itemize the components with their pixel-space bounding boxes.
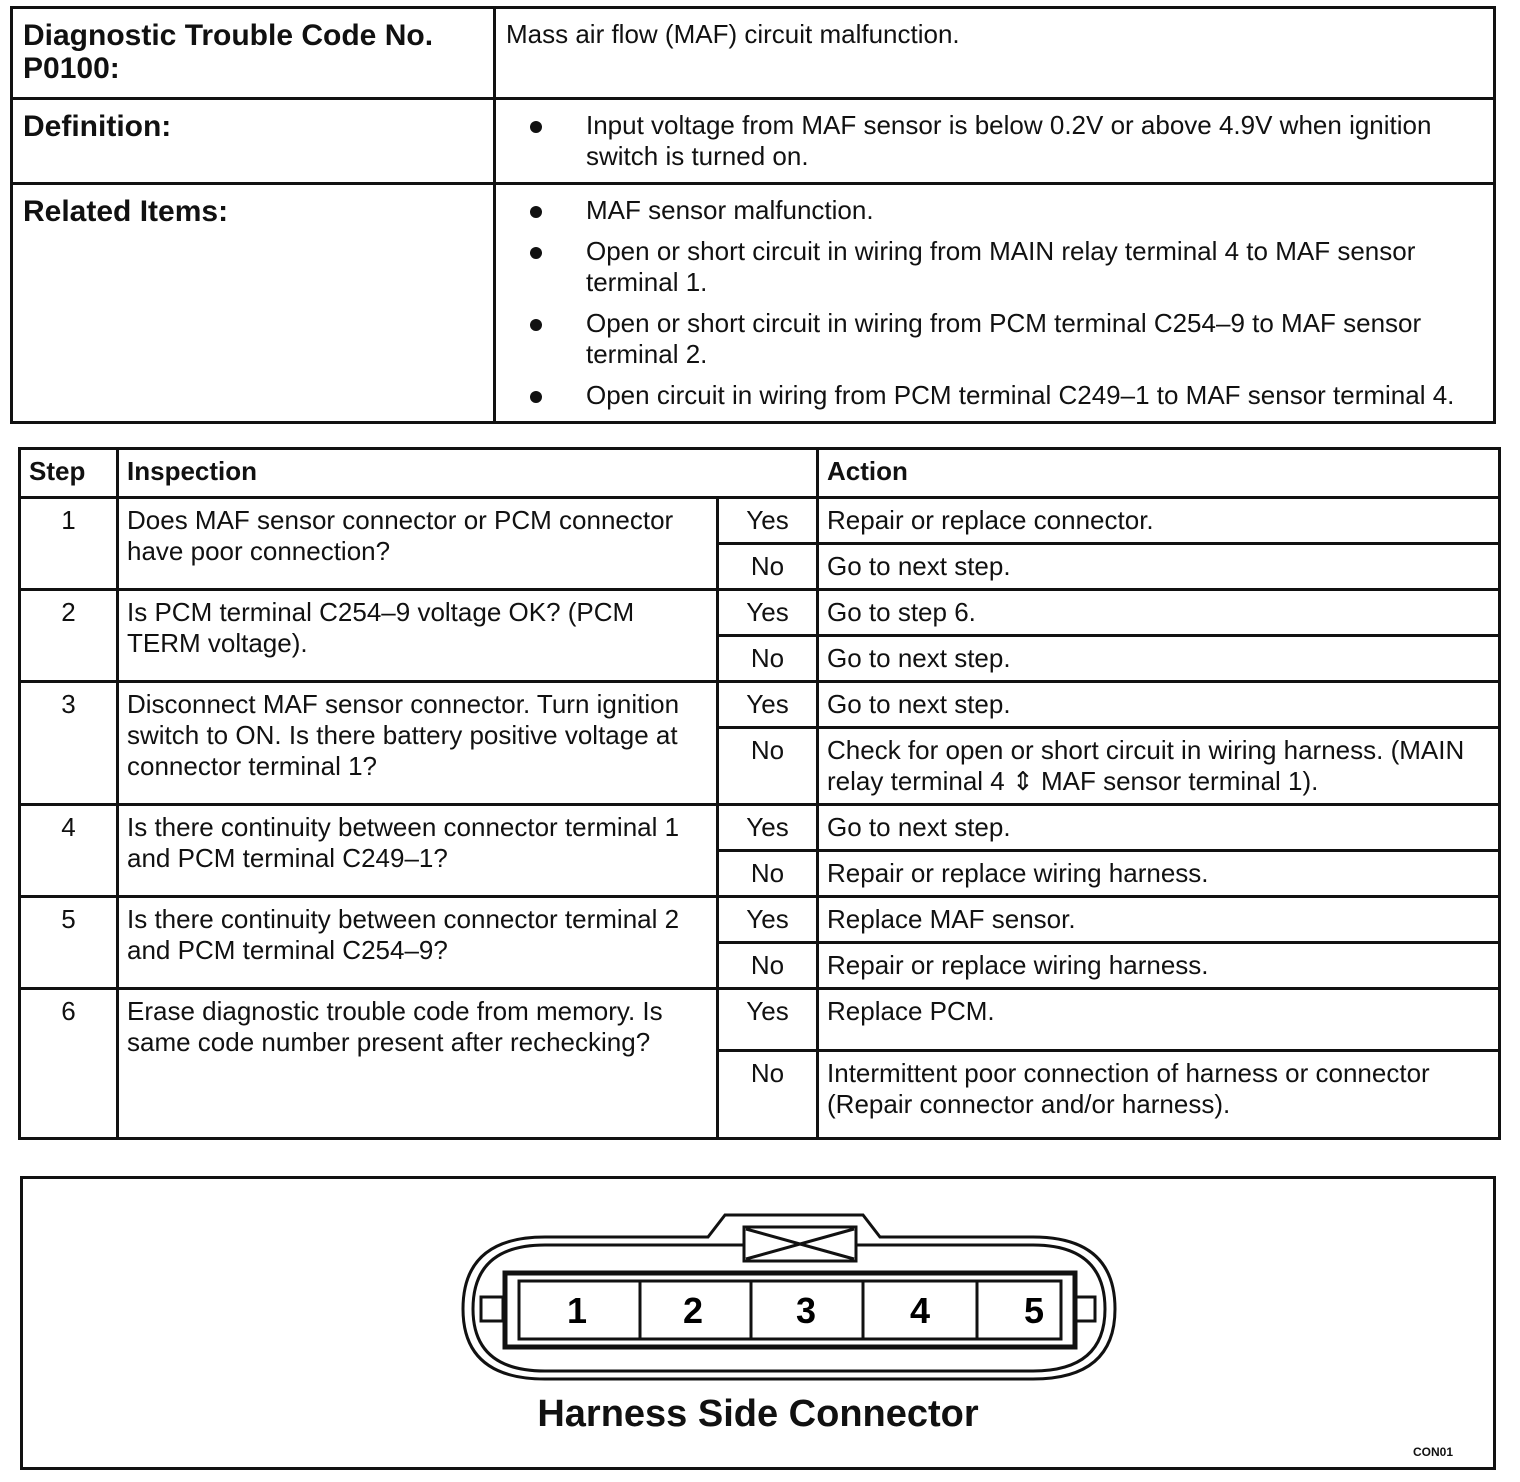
steps-header-row [20,449,1500,498]
no-action: Go to next step. [818,544,1500,590]
step-number: 2 [20,590,118,682]
no-action: Repair or replace wiring harness. [818,851,1500,897]
yes-label: Yes [718,805,818,851]
figure-code: CON01 [1412,1445,1453,1459]
no-action: Check for open or short circuit in wiring harness. (MAIN relay terminal 4 ⇕ MAF sensor terminal 1). [818,728,1500,805]
definition-item: Input voltage from MAF sensor is below 0.2V or above 4.9V when ignition switch is turned on. [506,110,1483,172]
related-item: MAF sensor malfunction. [506,195,1483,226]
step-number: 1 [20,498,118,590]
table-row [20,590,1500,636]
yes-action: Replace MAF sensor. [818,897,1500,943]
terminal-label: 1 [566,1290,588,1331]
step-number: 3 [20,682,118,805]
yes-action: Go to next step. [818,805,1500,851]
yes-action: Go to step 6. [818,590,1500,636]
no-action: Go to next step. [818,636,1500,682]
terminal-label: 4 [909,1290,931,1331]
yes-label: Yes [718,590,818,636]
yes-label: Yes [718,897,818,943]
connector-diagram [20,1176,1496,1470]
inspection-text: Is PCM terminal C254–9 voltage OK? (PCM TERM voltage). [118,590,718,682]
related-items-label: Related Items: [12,184,495,423]
dtc-row [12,8,1495,99]
related-item: Open or short circuit in wiring from MAIN relay terminal 4 to MAF sensor terminal 1. [506,236,1483,298]
dtc-description: Mass air flow (MAF) circuit malfunction. [495,8,1495,99]
action-header: Action [818,449,1500,498]
no-action: Repair or replace wiring harness. [818,943,1500,989]
terminal-label: 2 [682,1290,704,1331]
inspection-text: Disconnect MAF sensor connector. Turn ignition switch to ON. Is there battery positive voltage at connector terminal 1? [118,682,718,805]
inspection-header: Inspection [118,449,818,498]
related-item: Open or short circuit in wiring from PCM terminal C254–9 to MAF sensor terminal 2. [506,308,1483,370]
no-label: No [718,728,818,805]
step-number: 6 [20,989,118,1139]
terminal-label: 5 [1023,1290,1045,1331]
table-row [20,897,1500,943]
no-label: No [718,636,818,682]
yes-action: Go to next step. [818,682,1500,728]
no-label: No [718,943,818,989]
dtc-label: Diagnostic Trouble Code No. P0100: [12,8,495,99]
no-label: No [718,1051,818,1139]
definition-label: Definition: [12,99,495,184]
step-header: Step [20,449,118,498]
step-number: 5 [20,897,118,989]
table-row [20,989,1500,1051]
yes-label: Yes [718,498,818,544]
yes-action: Replace PCM. [818,989,1500,1051]
definition-row [12,99,1495,184]
yes-label: Yes [718,682,818,728]
connector-title: Harness Side Connector [537,1393,979,1435]
related-items-row [12,184,1495,423]
inspection-text: Is there continuity between connector terminal 2 and PCM terminal C254–9? [118,897,718,989]
no-action: Intermittent poor connection of harness or connector (Repair connector and/or harness). [818,1051,1500,1139]
inspection-text: Erase diagnostic trouble code from memory. Is same code number present after rechecking? [118,989,718,1139]
yes-label: Yes [718,989,818,1051]
terminal-label: 3 [795,1290,817,1331]
related-items-list [506,195,1483,411]
table-row [20,805,1500,851]
dtc-info-table [10,6,1496,424]
related-item: Open circuit in wiring from PCM terminal C249–1 to MAF sensor terminal 4. [506,380,1483,411]
no-label: No [718,851,818,897]
connector-shape [453,1207,1125,1387]
step-number: 4 [20,805,118,897]
no-label: No [718,544,818,590]
table-row [20,682,1500,728]
yes-action: Repair or replace connector. [818,498,1500,544]
diagnostic-steps-table [18,447,1501,1140]
definition-list [506,110,1483,172]
inspection-text: Does MAF sensor connector or PCM connector have poor connection? [118,498,718,590]
inspection-text: Is there continuity between connector terminal 1 and PCM terminal C249–1? [118,805,718,897]
table-row [20,498,1500,544]
